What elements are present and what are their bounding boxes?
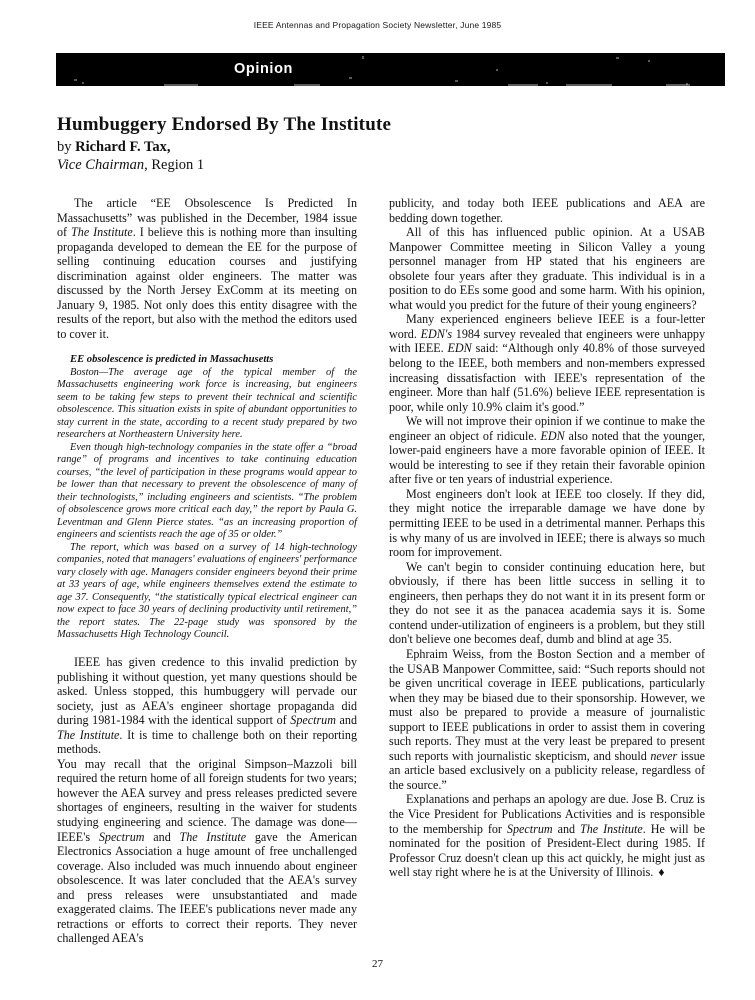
italic-title: EDN [540, 428, 565, 443]
paragraph: Many experienced engineers believe IEEE is a four-letter word. EDN's 1984 survey revealed that engineers were unhappy with IEEE. EDN said: “Although only 40.8% of those surveyed belong to the IEEE, both members and non-members expressed increasing dissatisfaction with IEEE's representation of the engineer. More than half (51.6%) believe IEEE representation is poor, while only 10.9% claim it's good.” [389, 312, 706, 414]
byline [57, 138, 204, 174]
italic-title: Spectrum [98, 829, 145, 844]
inset-heading: EE obsolescence is predicted in Massachusetts [70, 354, 274, 366]
italic-emphasis: never [650, 748, 678, 763]
paragraph: We can't begin to consider continuing education here, but obviously, if there has been little success in selling it to engineers, then perhaps they do not want it in its present form or they do not see it as the panacea academia says it is. Some contend under-utilization of engineers is a problem, but they still don't believe one becomes deaf, dumb and blind at age 35. [389, 559, 705, 647]
quoted-article-inset [57, 354, 357, 642]
paragraph: IEEE has given credence to this invalid prediction by publishing it without question, yet many questions should be asked. Unless stopped, this humbuggery will pervade our society, just as AEA's engineer shortage propaganda did during 1981-1984 with the identical support of Spectrum and The Institute. It is time to challenge both on their reporting methods. [57, 654, 357, 757]
byline-author: Richard F. Tax, [75, 139, 171, 155]
paragraph: The article “EE Obsolescence Is Predicted In Massachusetts” was published in the December, 1984 issue of The Institute. I believe this is nothing more than insulting propaganda developed to demean the EE for the purpose of selling continuing education courses and justifying discrimination against older engineers. The matter was discussed by the North Jersey ExComm at its meeting on January 9, 1985. Not only does this entity disagree with the results of the report, but also with the method the editors used to cover it. [57, 196, 357, 341]
paragraph: You may recall that the original Simpson–Mazzoli bill required the return home of all foreign students for two years; however the AEA survey and press releases predicted severe shortages of engineers, resulting in the waiver for students studying engineering and science. The damage was done—IEEE's Spectrum and The Institute gave the American Electronics Association a huge amount of free unchallenged coverage. Also included was much innuendo about engineer obsolescence. It was later concluded that the AEA's survey and press releases were unsubstantiated and made exaggerated claims. The IEEE's publications never made any retractions or efforts to correct their reports. They never challenged AEA's [57, 756, 357, 946]
paragraph: Most engineers don't look at IEEE too closely. If they did, they might notice the irreparable damage we have done by permitting IEEE to be used in a detrimental manner. Perhaps this is why many of us are involved in IEEE; there is always so much room for improvement. [389, 486, 705, 560]
italic-title: The Institute [71, 225, 133, 240]
body-column-right [389, 196, 705, 880]
paragraph: Explanations and perhaps an apology are due. Jose B. Cruz is the Vice President for Publications Activities and is responsible to the membership for Spectrum and The Institute. He will be nominated for the position of President-Elect during 1985. If Professor Cruz doesn't clean up this act quickly, he might just as well stay right where he is at the University of Illinois. ♦ [389, 792, 705, 880]
end-mark-icon: ♦ [658, 865, 665, 880]
italic-title: The Institute [580, 821, 643, 836]
inset-paragraph: Even though high-technology companies in the state offer a “broad range” of programs and incentives to take continuing education courses, “the level of participation in these programs would appear to be lower than that necessary to prevent the obsolescence of many of their technologists,” including engineers and scientists. “The problem of obsolescence grows more critical each day,” the report by Paula G. Leventman and Glenn Pierce states. “as an increasing proportion of engineers and scientists reach the age of 35 or older.” [57, 441, 357, 541]
inset-paragraph: Boston—The average age of the typical member of the Massachusetts engineering work force is increasing, but engineers seem to be taking few steps to prevent their technical and scientific obsolescence. This situation exists in spite of abundant opportunities to stay current in the state, according to a recent study prepared by two researchers at Northeastern University here. [57, 366, 357, 441]
byline-prefix: by [57, 139, 76, 155]
italic-title: Spectrum [506, 821, 553, 836]
italic-title: The Institute [179, 829, 247, 844]
running-head: IEEE Antennas and Propagation Society Newsletter, June 1985 [253, 20, 502, 30]
italic-title: EDN [447, 341, 472, 356]
italic-title: Spectrum [290, 713, 336, 728]
paragraph: Ephraim Weiss, from the Boston Section and a member of the USAB Manpower Committee, said: “Such reports should not be given uncritical coverage in IEEE publications, particularly when they may be biased due to their sponsorship. However, we must also be prepared to provide a measure of journalistic support to IEEE publications in order to assist them in covering such reports. They must at the very least be prepared to present such reports with journalistic skepticism, and should never issue an article based exclusively on a publicity release, regardless of the source.” [389, 646, 705, 792]
italic-title: The Institute [57, 727, 120, 742]
section-banner [56, 53, 725, 86]
page-number: 27 [372, 958, 383, 970]
page-title: Humbuggery Endorsed By The Institute [57, 113, 392, 135]
body-column-left [57, 196, 357, 946]
section-banner-label: Opinion [234, 61, 293, 77]
italic-title: EDN's [420, 326, 453, 341]
byline-region: , Region 1 [144, 157, 205, 173]
inset-paragraph: The report, which was based on a survey of 14 high-technology companies, noted that managers' evaluations of engineers' performance vary closely with age. Managers consider engineers beyond their prime at 33 years of age, while engineers themselves extend the estimate to age 37. Consequently, “the statistically typical electrical engineer can now expect to face 30 years of declining productivity until retirement,” the report states. The 22-page study was sponsored by the Massachusetts High Technology Council. [57, 541, 357, 641]
paragraph: publicity, and today both IEEE publications and AEA are bedding down together. [389, 196, 705, 225]
byline-role: Vice Chairman [57, 157, 145, 173]
paragraph: We will not improve their opinion if we continue to make the engineer an object of ridicule. EDN also noted that the younger, lower-paid engineers have a more favorable opinion of IEEE. It would be interesting to see if they retain their favorable opinion after five or ten years of industrial experience. [389, 414, 706, 487]
paragraph: All of this has influenced public opinion. At a USAB Manpower Committee meeting in Silicon Valley a young personnel manager from HP stated that his engineers are obsolete four years after they graduate. This individual is in a position to do EEs some good and some harm. With his opinion, what would you predict for the future of their young engineers? [389, 225, 705, 312]
